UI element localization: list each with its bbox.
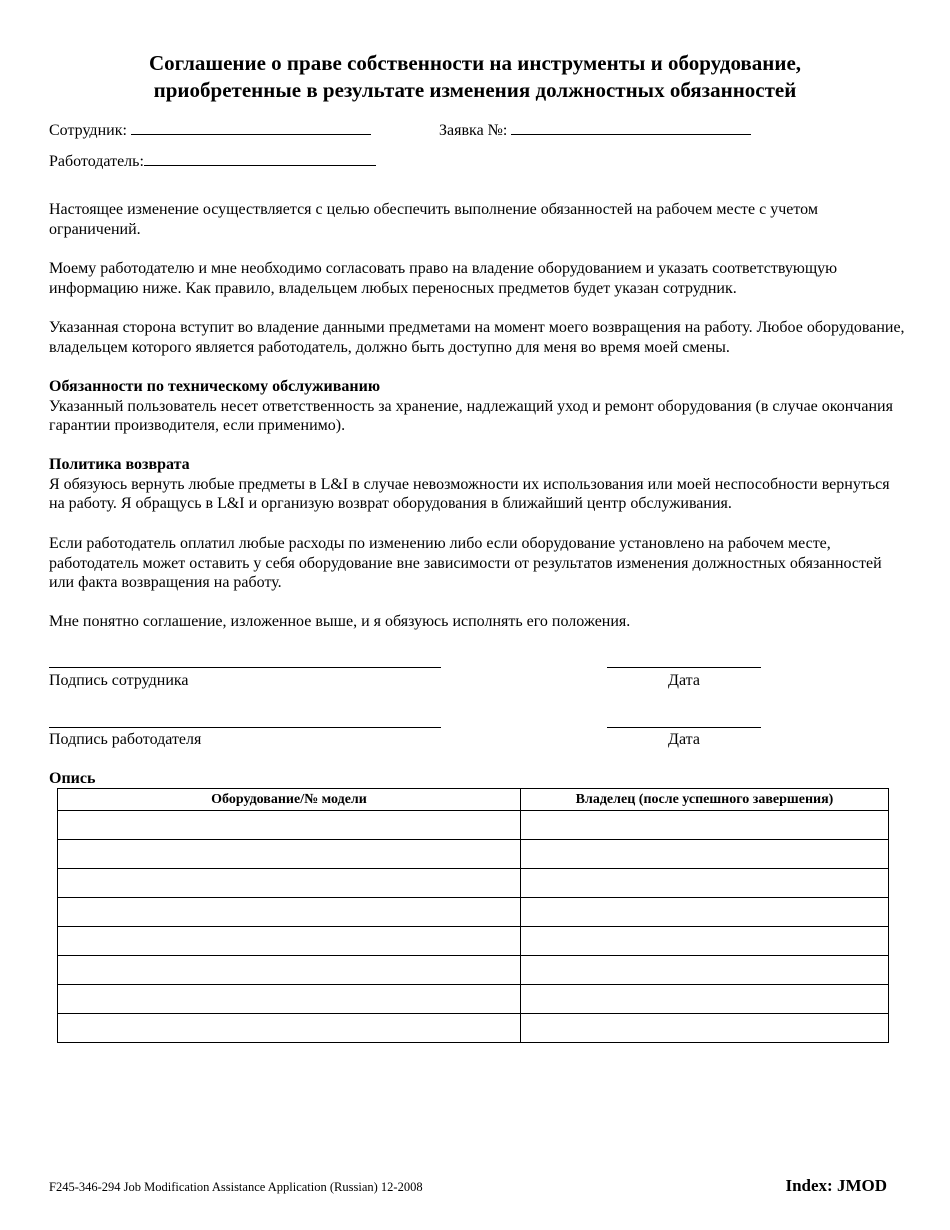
maintenance-text: Указанный пользователь несет ответственность за хранение, надлежащий уход и ремонт оборудования (в случае окончания гарантии производителя, если применимо). bbox=[49, 397, 893, 434]
employee-field bbox=[49, 120, 371, 141]
employer-signature-label: Подпись работодателя bbox=[49, 731, 202, 748]
equipment-cell[interactable] bbox=[58, 840, 521, 869]
paragraph-purpose: Настоящее изменение осуществляется с целью обеспечить выполнение обязанностей на рабочем месте с учетом ограничений. bbox=[49, 201, 818, 238]
inventory-table bbox=[57, 788, 889, 1043]
inventory-heading: Опись bbox=[49, 770, 96, 787]
table-row bbox=[58, 956, 889, 985]
table-row bbox=[58, 985, 889, 1014]
paragraph-ownership: Моему работодателю и мне необходимо согласовать право на владение оборудованием и указать соответствующую информацию ниже. Как правило, владельцем любых переносных предметов будет указан сотрудник. bbox=[49, 260, 838, 297]
owner-cell[interactable] bbox=[521, 840, 889, 869]
maintenance-heading: Обязанности по техническому обслуживанию bbox=[49, 378, 381, 395]
section-maintenance bbox=[49, 377, 909, 436]
equipment-cell[interactable] bbox=[58, 811, 521, 840]
page-title bbox=[0, 50, 950, 104]
employer-date-label: Дата bbox=[668, 731, 700, 748]
title-line-2: приобретенные в результате изменения должностных обязанностей bbox=[153, 78, 797, 102]
owner-cell[interactable] bbox=[521, 927, 889, 956]
claim-input-line[interactable] bbox=[511, 120, 751, 135]
employee-signature-label: Подпись сотрудника bbox=[49, 672, 189, 689]
index-code: Index: JMOD bbox=[785, 1176, 887, 1195]
employee-date-line[interactable] bbox=[607, 667, 761, 668]
employer-label: Работодатель: bbox=[49, 153, 144, 170]
paragraph-possession: Указанная сторона вступит во владение данными предметами на момент моего возвращения на работу. Любое оборудование, владельцем которого является работодатель, должно быть доступно для меня во время моей смены. bbox=[49, 319, 905, 356]
claim-label: Заявка №: bbox=[439, 122, 508, 139]
equipment-cell[interactable] bbox=[58, 869, 521, 898]
equipment-column-header: Оборудование/№ модели bbox=[58, 789, 521, 811]
section-return-policy bbox=[49, 455, 909, 514]
employee-signature-line[interactable] bbox=[49, 667, 441, 668]
employer-field bbox=[49, 151, 376, 172]
owner-cell[interactable] bbox=[521, 956, 889, 985]
equipment-cell[interactable] bbox=[58, 956, 521, 985]
form-id-footer: F245-346-294 Job Modification Assistance Application (Russian) 12-2008 bbox=[49, 1180, 423, 1194]
employer-date-line[interactable] bbox=[607, 727, 761, 728]
title-line-1: Соглашение о праве собственности на инструменты и оборудование, bbox=[148, 51, 802, 75]
employer-signature-line[interactable] bbox=[49, 727, 441, 728]
table-row bbox=[58, 1014, 889, 1043]
owner-cell[interactable] bbox=[521, 869, 889, 898]
owner-column-header: Владелец (после успешного завершения) bbox=[521, 789, 889, 811]
paragraph-acknowledgement: Мне понятно соглашение, изложенное выше, и я обязуюсь исполнять его положения. bbox=[49, 613, 631, 630]
equipment-cell[interactable] bbox=[58, 898, 521, 927]
table-row bbox=[58, 898, 889, 927]
table-row bbox=[58, 811, 889, 840]
employee-label: Сотрудник: bbox=[49, 122, 127, 139]
owner-cell[interactable] bbox=[521, 811, 889, 840]
equipment-cell[interactable] bbox=[58, 1014, 521, 1043]
employee-date-label: Дата bbox=[668, 672, 700, 689]
owner-cell[interactable] bbox=[521, 1014, 889, 1043]
table-row bbox=[58, 927, 889, 956]
return-heading: Политика возврата bbox=[49, 456, 190, 473]
equipment-cell[interactable] bbox=[58, 927, 521, 956]
claim-field bbox=[439, 120, 751, 141]
inventory-header-row bbox=[58, 789, 889, 811]
table-row bbox=[58, 840, 889, 869]
paragraph-employer-costs: Если работодатель оплатил любые расходы по изменению либо если оборудование установлено на рабочем месте, работодатель может оставить у себя оборудование вне зависимости от результатов изменения должностных обязанностей или факта возвращения на работу. bbox=[49, 535, 882, 591]
return-text: Я обязуюсь вернуть любые предметы в L&I в случае невозможности их использования или моей неспособности вернуться на работу. Я обращусь в L&I и организую возврат оборудования в ближайший центр обслуживания. bbox=[49, 475, 890, 512]
table-row bbox=[58, 869, 889, 898]
owner-cell[interactable] bbox=[521, 985, 889, 1014]
employer-input-line[interactable] bbox=[144, 151, 376, 166]
owner-cell[interactable] bbox=[521, 898, 889, 927]
employee-input-line[interactable] bbox=[131, 120, 371, 135]
equipment-cell[interactable] bbox=[58, 985, 521, 1014]
